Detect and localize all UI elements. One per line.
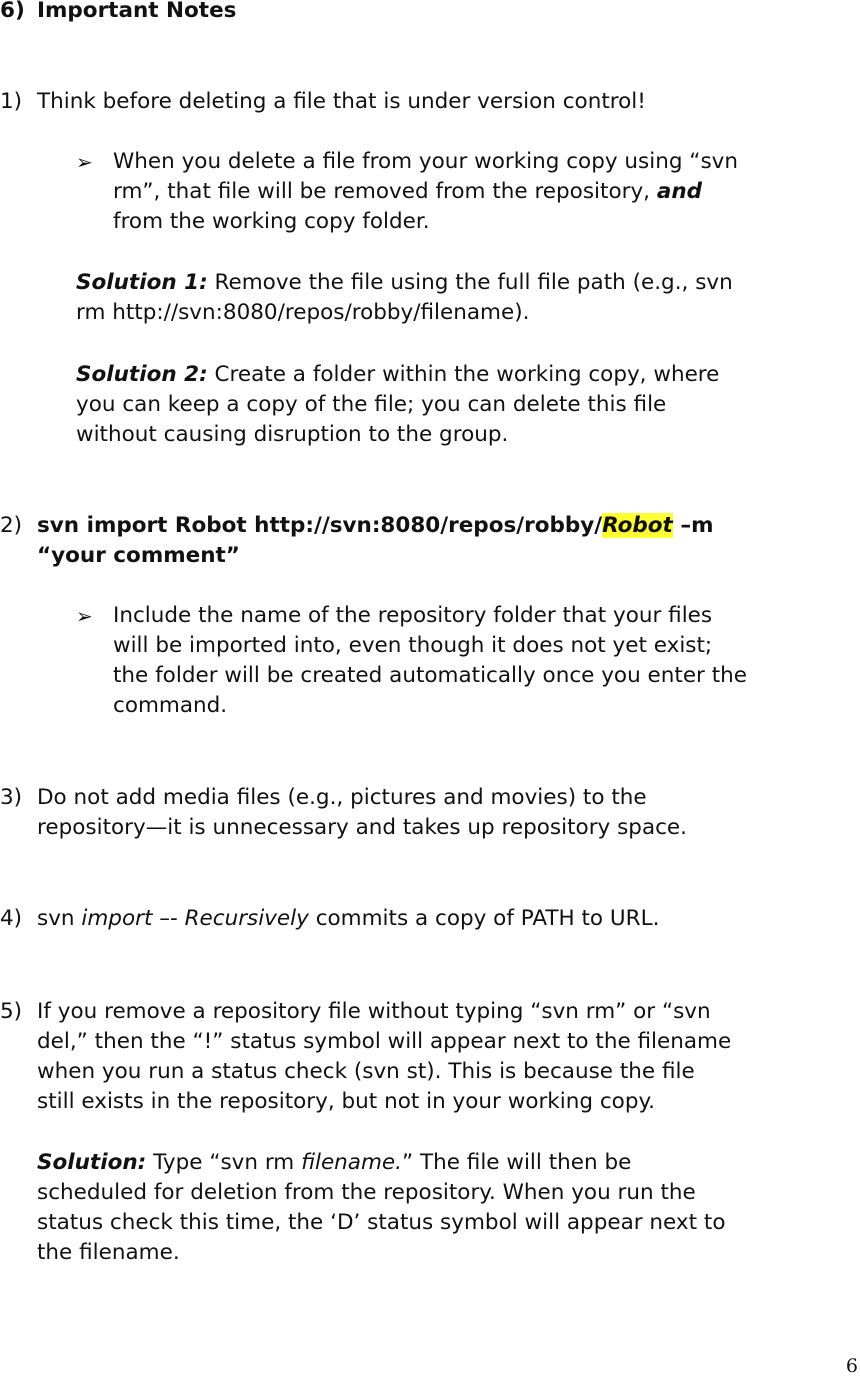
note-1-solution-1 (76, 268, 733, 298)
note-2-command-line-2: “your comment” (37, 543, 240, 568)
note-2-command (37, 511, 713, 541)
note-4-number: 4) (0, 906, 23, 931)
note-4-post: commits a copy of PATH to URL. (308, 906, 660, 931)
note-1-bullet-line-1: When you delete a file from your working copy using “svn (113, 149, 739, 174)
note-4-pre: svn (37, 906, 82, 931)
note-3-number: 3) (0, 785, 23, 810)
note-5-solution (37, 1148, 631, 1178)
note-1-number: 1) (0, 89, 23, 114)
note-5-line-4: still exists in the repository, but not in your working copy. (37, 1089, 655, 1114)
note-2-bullet-line-2: will be imported into, even though it does not yet exist; (113, 633, 713, 658)
note-1-bullet-line-3: from the working copy folder. (113, 209, 430, 234)
note-2-number: 2) (0, 513, 23, 538)
note-4-command: import (81, 906, 153, 931)
note-2-command-text: svn import Robot http://svn:8080/repos/robby/ (37, 513, 603, 538)
highlighted-folder-name: Robot (602, 513, 673, 538)
note-5-solution-line-3: status check this time, the ‘D’ status symbol will appear next to (37, 1210, 726, 1235)
arrowhead-bullet-icon: ➢ (76, 604, 93, 628)
note-1-solution-1-line-2: rm http://svn:8080/repos/robby/filename). (76, 300, 530, 325)
note-5-solution-line-2: scheduled for deletion from the repository. When you run the (37, 1180, 696, 1205)
arrowhead-bullet-icon: ➢ (76, 150, 93, 174)
note-2-command-flag: –m (672, 513, 714, 538)
note-5-solution-label: Solution: (37, 1150, 147, 1175)
solution-1-label: Solution 1: (76, 270, 208, 295)
note-4-emphasis: Recursively (184, 906, 309, 931)
note-5-solution-line-4: the filename. (37, 1240, 180, 1265)
note-2-bullet-line-4: command. (113, 693, 228, 718)
note-5-line-1: If you remove a repository file without typing “svn rm” or “svn (37, 999, 711, 1024)
solution-1-text: Remove the file using the full file path (e.g., svn (207, 270, 733, 295)
note-5-line-2: del,” then the “!” status symbol will appear next to the filename (37, 1029, 732, 1054)
note-5-solution-emphasis: filename. (301, 1150, 402, 1175)
note-1-bullet-emphasis: and (656, 179, 703, 204)
note-5-line-3: when you run a status check (svn st). This is because the file (37, 1059, 695, 1084)
section-number: 6) (0, 0, 25, 23)
page-number: 6 (845, 1355, 858, 1377)
note-1-bullet-line-2-text: rm”, that file will be removed from the repository, (113, 179, 657, 204)
note-1-solution-2 (76, 360, 719, 390)
section-title: Important Notes (37, 0, 237, 23)
note-4-separator: –- (152, 906, 185, 931)
note-5-number: 5) (0, 999, 23, 1024)
note-5-solution-post: ” The file will then be (402, 1150, 632, 1175)
note-5-solution-pre: Type “svn rm (146, 1150, 302, 1175)
solution-2-text: Create a folder within the working copy, where (207, 362, 720, 387)
solution-2-label: Solution 2: (76, 362, 208, 387)
note-1-solution-2-line-2: you can keep a copy of the file; you can delete this file (76, 392, 667, 417)
note-2-bullet-line-3: the folder will be created automatically once you enter the (113, 663, 748, 688)
note-1-text: Think before deleting a file that is under version control! (37, 89, 646, 114)
note-2-bullet-line-1: Include the name of the repository folder that your files (113, 603, 713, 628)
note-4-text (37, 904, 659, 934)
note-1-solution-2-line-3: without causing disruption to the group. (76, 422, 509, 447)
note-3-line-2: repository—it is unnecessary and takes up repository space. (37, 815, 687, 840)
note-1-bullet-line-2 (113, 177, 702, 207)
note-3-line-1: Do not add media files (e.g., pictures and movies) to the (37, 785, 647, 810)
